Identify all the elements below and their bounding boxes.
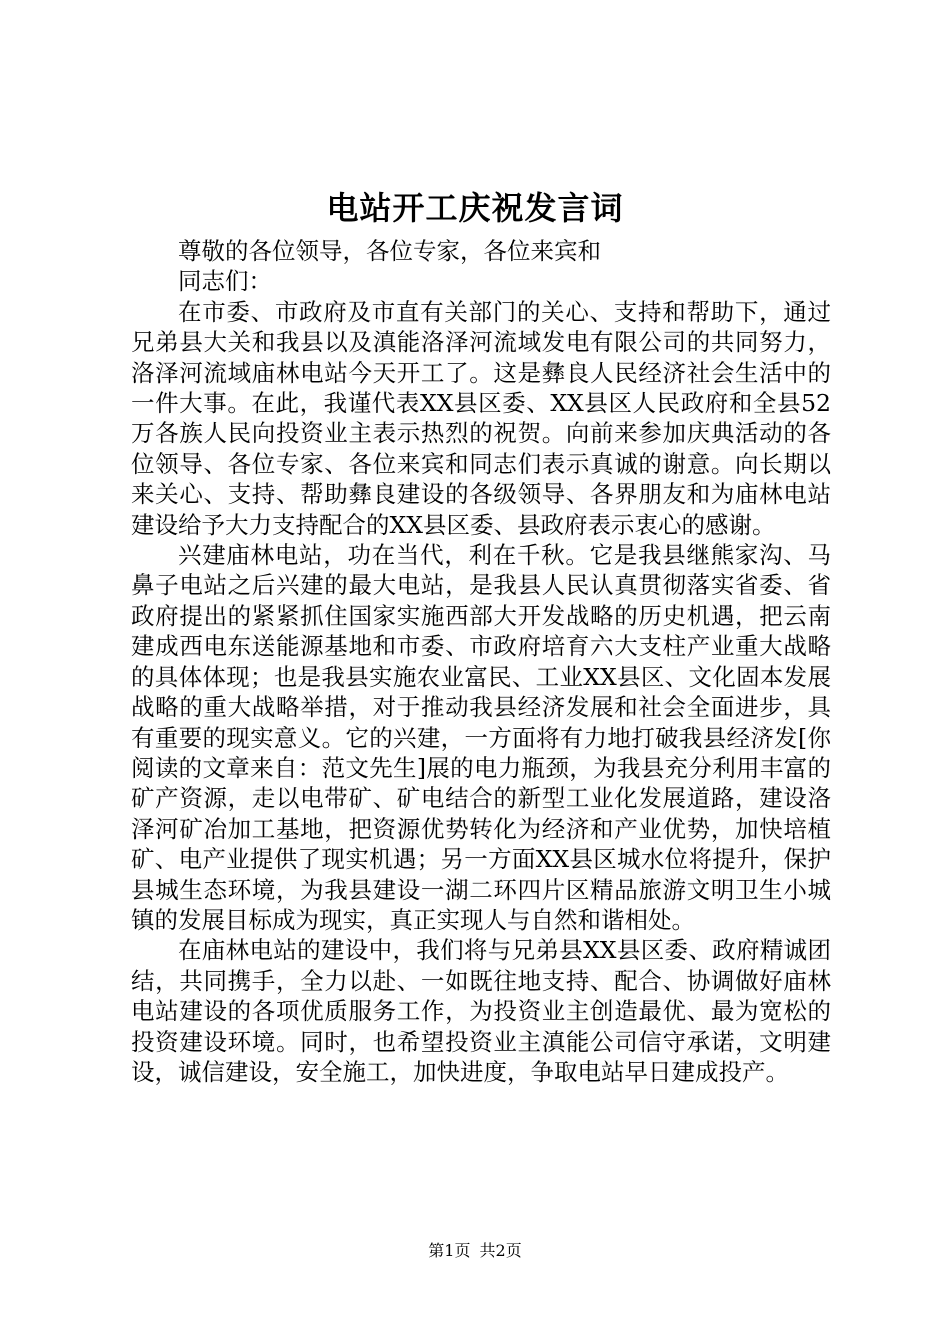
- document-body: [131, 236, 831, 1087]
- page-footer: [0, 1239, 950, 1263]
- paragraph-2: 兴建庙林电站，功在当代，利在千秋。它是我县继熊家沟、马鼻子电站之后兴建的最大电站，是我县人民认真贯彻落实省委、省政府提出的紧紧抓住国家实施西部大开发战略的历史机遇，把云南建成西电东送能源基地和市委、市政府培育六大支柱产业重大战略的具体体现；也是我县实施农业富民、工业XX县区、文化固本发展战略的重大战略举措，对于推动我县经济发展和社会全面进步，具有重要的现实意义。它的兴建，一方面将有力地打破我县经济发[你阅读的文章来自：范文先生]展的电力瓶颈，为我县充分利用丰富的矿产资源，走以电带矿、矿电结合的新型工业化发展道路，建设洛泽河矿冶加工基地，把资源优势转化为经济和产业优势，加快培植矿、电产业提供了现实机遇；另一方面XX县区城水位将提升，保护县城生态环境，为我县建设一湖二环四片区精品旅游文明卫生小城镇的发展目标成为现实，真正实现人与自然和谐相处。: [131, 541, 831, 934]
- paragraph-3: 在庙林电站的建设中，我们将与兄弟县XX县区委、政府精诚团结，共同携手，全力以赴、一如既往地支持、配合、协调做好庙林电站建设的各项优质服务工作，为投资业主创造最优、最为宽松的投资建设环境。同时，也希望投资业主滇能公司信守承诺，文明建设，诚信建设，安全施工，加快进度，争取电站早日建成投产。: [131, 936, 831, 1086]
- document-title: 电站开工庆祝发言词: [326, 189, 624, 227]
- page-total: 共2页: [479, 1241, 522, 1260]
- page-number: 第1页: [428, 1241, 471, 1260]
- salutation-line-2: 同志们：: [178, 267, 272, 296]
- salutation-line-1: 尊敬的各位领导，各位专家，各位来宾和: [178, 237, 601, 265]
- paragraph-1: 在市委、市政府及市直有关部门的关心、支持和帮助下，通过兄弟县大关和我县以及滇能洛泽河流域发电有限公司的共同努力，洛泽河流域庙林电站今天开工了。这是彝良人民经济社会生活中的一件大事。在此，我谨代表XX县区委、XX县区人民政府和全县52万各族人民向投资业主表示热烈的祝贺。向前来参加庆典活动的各位领导、各位专家、各位来宾和同志们表示真诚的谢意。向长期以来关心、支持、帮助彝良建设的各级领导、各界朋友和为庙林电站建设给予大力支持配合的XX县区委、县政府表示衷心的感谢。: [131, 297, 831, 539]
